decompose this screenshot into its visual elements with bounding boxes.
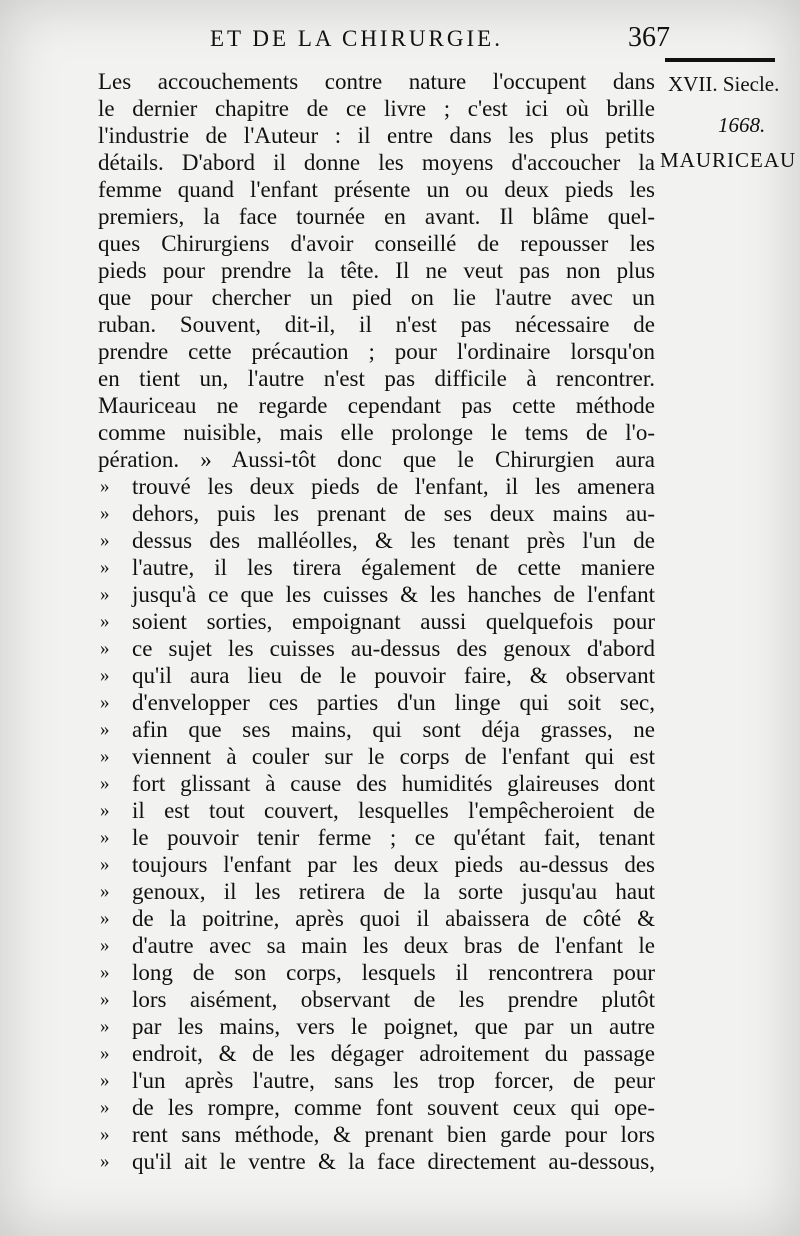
text-line: [0, 473, 665, 500]
quote-mark: »: [100, 719, 110, 740]
line-text: ce sujet les cuisses au-dessus des genoux d'abord: [132, 636, 655, 661]
text-line: [0, 68, 665, 95]
quote-mark: »: [100, 1043, 110, 1064]
text-line: [0, 662, 665, 689]
line-text: jusqu'à ce que les cuisses & les hanches de l'enfant: [132, 582, 655, 607]
line-text: qu'il ait le ventre & la face directement au-dessous,: [132, 1149, 655, 1174]
text-line: [0, 797, 665, 824]
quote-mark: »: [100, 935, 110, 956]
margin-note-name: MAURICEAU: [660, 148, 797, 172]
line-text: l'un après l'autre, sans les trop forcer, de peur: [132, 1068, 655, 1093]
text-line: [0, 203, 665, 230]
text-line: [0, 851, 665, 878]
line-text: trouvé les deux pieds de l'enfant, il les amenera: [132, 474, 655, 499]
quote-mark: »: [100, 503, 110, 524]
text-line: [0, 527, 665, 554]
line-text: que pour chercher un pied on lie l'autre avec un: [98, 285, 655, 310]
quote-mark: »: [100, 638, 110, 659]
quote-mark: »: [100, 1016, 110, 1037]
text-line: [0, 1067, 665, 1094]
line-text: par les mains, vers le poignet, que par un autre: [132, 1014, 655, 1039]
quote-mark: »: [100, 476, 110, 497]
quote-mark: »: [100, 611, 110, 632]
text-line: [0, 689, 665, 716]
text-line: [0, 1040, 665, 1067]
line-text: en tient un, l'autre n'est pas difficile à rencontrer.: [98, 366, 655, 391]
quote-mark: »: [100, 989, 110, 1010]
text-line: [0, 608, 665, 635]
text-line: [0, 959, 665, 986]
text-line: [0, 284, 665, 311]
quote-mark: »: [100, 962, 110, 983]
line-text: pération. » Aussi-tôt donc que le Chirurgien aura: [98, 447, 655, 472]
text-line: [0, 338, 665, 365]
quote-mark: »: [100, 827, 110, 848]
text-line: [0, 419, 665, 446]
page-header: [150, 22, 670, 56]
quote-mark: »: [100, 557, 110, 578]
text-line: [0, 932, 665, 959]
line-text: pieds pour prendre la tête. Il ne veut pas non plus: [98, 258, 655, 283]
line-text: long de son corps, lesquels il rencontrera pour: [132, 960, 655, 985]
text-line: [0, 311, 665, 338]
running-head: ET DE LA CHIRURGIE.: [210, 26, 503, 51]
line-text: ques Chirurgiens d'avoir conseillé de repousser les: [98, 231, 655, 256]
line-text: genoux, il les retirera de la sorte jusqu'au haut: [132, 879, 655, 904]
line-text: dessus des malléolles, & les tenant près l'un de: [132, 528, 655, 553]
quote-mark: »: [100, 1124, 110, 1145]
text-line: [0, 1148, 665, 1175]
quote-mark: »: [100, 1151, 110, 1172]
text-line: [0, 500, 665, 527]
line-text: Les accouchements contre nature l'occupent dans: [98, 69, 655, 94]
quote-mark: »: [100, 746, 110, 767]
text-line: [0, 365, 665, 392]
line-text: d'autre avec sa main les deux bras de l'enfant le: [132, 933, 655, 958]
line-text: l'autre, il les tirera également de cette maniere: [132, 555, 655, 580]
text-line: [0, 446, 665, 473]
text-line: [0, 581, 665, 608]
line-text: rent sans méthode, & prenant bien garde pour lors: [132, 1122, 655, 1147]
text-line: [0, 554, 665, 581]
text-line: [0, 716, 665, 743]
quote-mark: »: [100, 908, 110, 929]
text-line: [0, 230, 665, 257]
margin-note-century: XVII. Siecle.: [668, 72, 780, 96]
text-line: [0, 257, 665, 284]
quote-mark: »: [100, 530, 110, 551]
quote-mark: »: [100, 800, 110, 821]
line-text: afin que ses mains, qui sont déja grasses, ne: [132, 717, 655, 742]
line-text: femme quand l'enfant présente un ou deux pieds les: [98, 177, 655, 202]
line-text: viennent à couler sur le corps de l'enfant qui est: [132, 744, 655, 769]
quote-mark: »: [100, 584, 110, 605]
line-text: d'envelopper ces parties d'un linge qui soit sec,: [132, 690, 655, 715]
text-line: [0, 95, 665, 122]
line-text: de les rompre, comme font souvent ceux qui ope-: [132, 1095, 655, 1120]
text-line: [0, 392, 665, 419]
text-line: [0, 635, 665, 662]
line-text: toujours l'enfant par les deux pieds au-dessus des: [132, 852, 655, 877]
text-line: [0, 743, 665, 770]
quote-mark: »: [100, 773, 110, 794]
quote-mark: »: [100, 692, 110, 713]
text-line: [0, 1094, 665, 1121]
text-line: [0, 986, 665, 1013]
text-line: [0, 176, 665, 203]
text-line: [0, 824, 665, 851]
text-line: [0, 122, 665, 149]
line-text: de la poitrine, après quoi il abaissera de côté &: [132, 906, 655, 931]
text-line: [0, 878, 665, 905]
quote-mark: »: [100, 1070, 110, 1091]
line-text: le dernier chapitre de ce livre ; c'est ici où brille: [98, 96, 655, 121]
line-text: soient sorties, empoignant aussi quelquefois pour: [132, 609, 655, 634]
line-text: premiers, la face tournée en avant. Il blâme quel-: [98, 204, 655, 229]
quote-mark: »: [100, 665, 110, 686]
text-line: [0, 905, 665, 932]
line-text: fort glissant à cause des humidités glaireuses dont: [132, 771, 655, 796]
quote-mark: »: [100, 881, 110, 902]
line-text: l'industrie de l'Auteur : il entre dans les plus petits: [98, 123, 655, 148]
line-text: comme nuisible, mais elle prolonge le tems de l'o-: [98, 420, 655, 445]
line-text: ruban. Souvent, dit-il, il n'est pas nécessaire de: [98, 312, 655, 337]
page-number: 367: [628, 22, 670, 53]
margin-rule: [665, 58, 775, 62]
text-line: [0, 1121, 665, 1148]
line-text: lors aisément, observant de les prendre plutôt: [132, 987, 655, 1012]
quote-mark: »: [100, 854, 110, 875]
line-text: endroit, & de les dégager adroitement du passage: [132, 1041, 655, 1066]
line-text: détails. D'abord il donne les moyens d'accoucher la: [98, 150, 655, 175]
line-text: le pouvoir tenir ferme ; ce qu'étant fait, tenant: [132, 825, 655, 850]
quote-mark: »: [100, 1097, 110, 1118]
text-line: [0, 149, 665, 176]
margin-note-year: 1668.: [718, 113, 766, 137]
text-line: [0, 770, 665, 797]
body-text: [0, 68, 665, 1175]
line-text: qu'il aura lieu de le pouvoir faire, & observant: [132, 663, 655, 688]
line-text: Mauriceau ne regarde cependant pas cette méthode: [98, 393, 655, 418]
line-text: prendre cette précaution ; pour l'ordinaire lorsqu'on: [98, 339, 655, 364]
line-text: il est tout couvert, lesquelles l'empêcheroient de: [132, 798, 655, 823]
line-text: dehors, puis les prenant de ses deux mains au-: [132, 501, 655, 526]
text-line: [0, 1013, 665, 1040]
